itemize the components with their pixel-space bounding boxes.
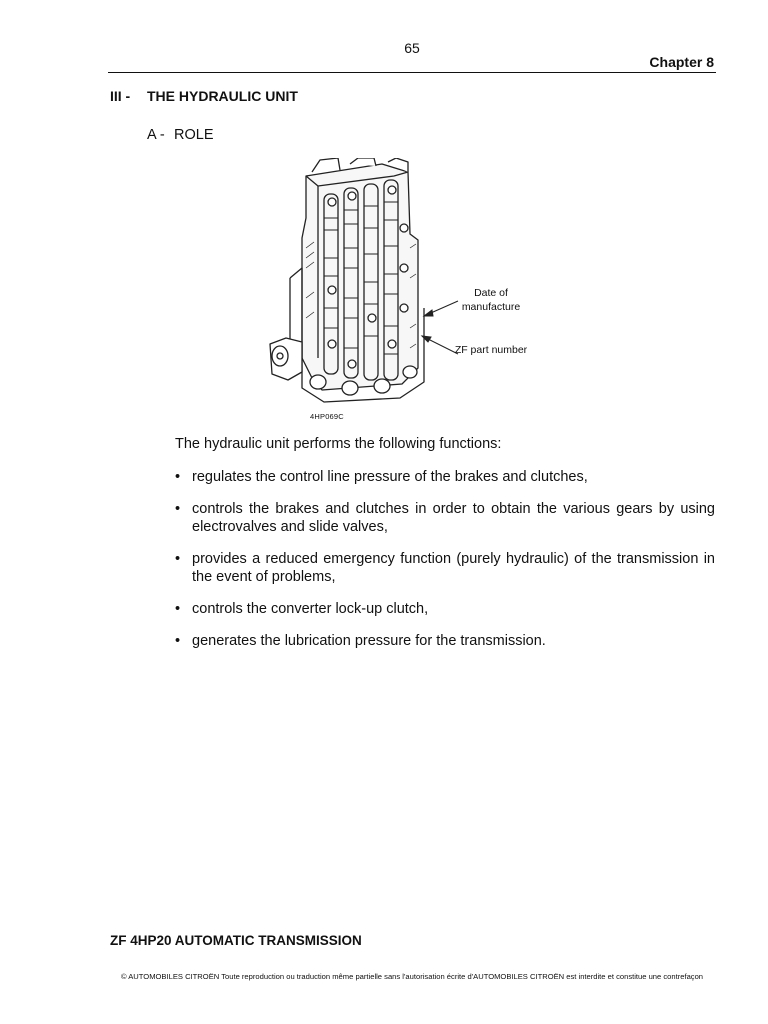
intro-text: The hydraulic unit performs the following functions: — [175, 436, 502, 452]
bullet-icon: • — [175, 601, 181, 617]
section-number: III - — [110, 88, 131, 104]
list-item: • controls the brakes and clutches in order to obtain the various gears by using electrovalves and slide valves, — [175, 501, 715, 535]
bullet-icon: • — [175, 551, 181, 567]
list-item: • controls the converter lock-up clutch, — [175, 601, 429, 617]
figure-code: 4HP069C — [310, 412, 344, 421]
subsection-letter: A - — [147, 127, 165, 143]
callout-date-of-manufacture: Date of manufacture — [461, 287, 521, 313]
list-item: • regulates the control line pressure of the brakes and clutches, — [175, 469, 588, 485]
bullet-icon: • — [175, 469, 181, 485]
functions-list — [175, 468, 715, 664]
bullet-icon: • — [175, 633, 181, 649]
callout-zf-part-number: ZF part number — [454, 344, 528, 356]
list-item: • generates the lubrication pressure for the transmission. — [175, 633, 546, 649]
bullet-icon: • — [175, 501, 181, 517]
footer-title: ZF 4HP20 AUTOMATIC TRANSMISSION — [110, 933, 362, 948]
subsection-title: ROLE — [174, 127, 214, 143]
section-title: THE HYDRAULIC UNIT — [147, 88, 298, 104]
list-item: • provides a reduced emergency function (purely hydraulic) of the transmission in the event of problems, — [175, 551, 715, 585]
page-number: 65 — [404, 40, 420, 56]
copyright-notice: © AUTOMOBILES CITROËN Toute reproduction ou traduction même partielle sans l'autorisation écrite d'AUTOMOBILES CITROËN est interdite et constitue une contrefaçon — [120, 972, 704, 981]
chapter-label: Chapter 8 — [649, 54, 714, 70]
header-rule — [108, 72, 716, 73]
